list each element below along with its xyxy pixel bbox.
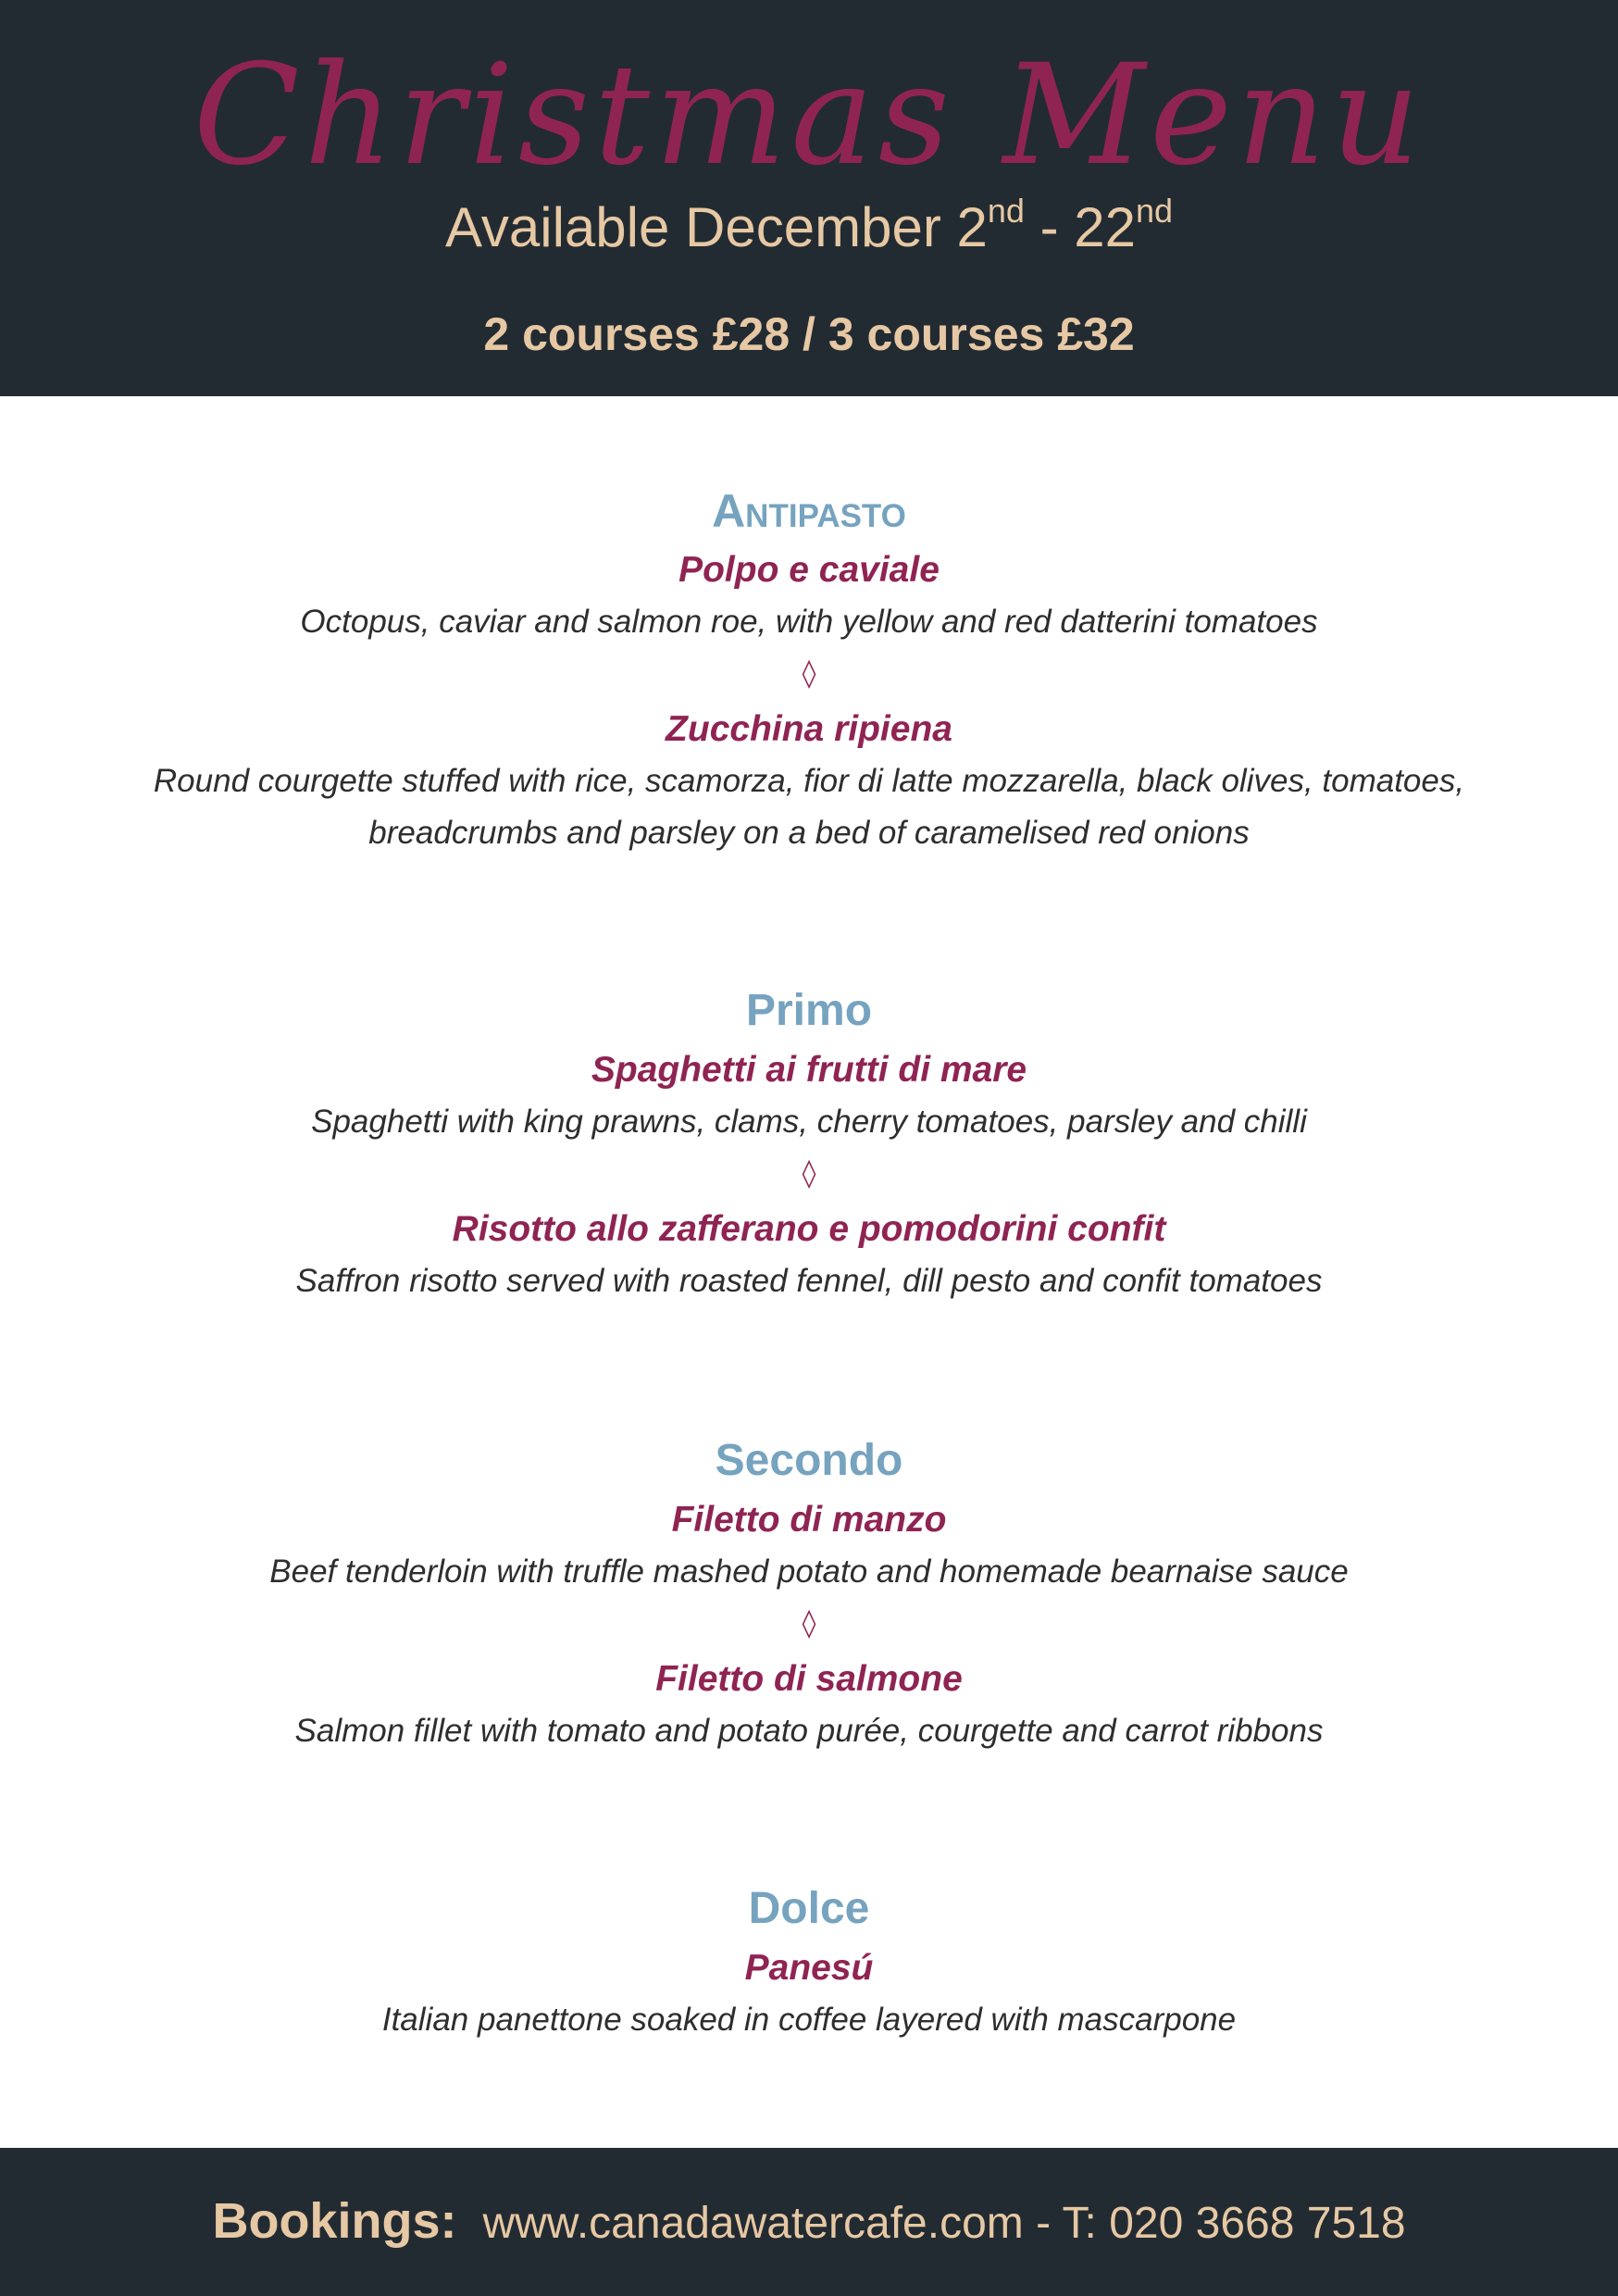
section-antipasto: [0, 481, 1618, 859]
dish-name: Panesú: [744, 1948, 874, 1988]
diamond-separator: ◊: [802, 1157, 816, 1190]
booking-contact[interactable]: www.canadawatercafe.com - T: 020 3668 7518: [482, 2199, 1406, 2248]
availability-sup-end: nd: [1135, 192, 1174, 230]
dish-description: Beef tenderloin with truffle mashed potato and homemade bearnaise sauce: [269, 1554, 1349, 1590]
dish-name: Risotto allo zafferano e pomodorini confit: [452, 1209, 1166, 1249]
bookings-label: Bookings:: [212, 2193, 457, 2249]
diamond-separator: ◊: [802, 1607, 816, 1640]
section-heading: Secondo: [715, 1436, 903, 1485]
availability-text: Available December 2: [444, 196, 988, 258]
availability-sup-start: nd: [987, 192, 1025, 230]
section-heading: Primo: [745, 986, 873, 1035]
availability-dates: [0, 191, 1618, 265]
dish-description: Saffron risotto served with roasted fennel, dill pesto and confit tomatoes: [295, 1263, 1323, 1299]
dish-name: Spaghetti ai frutti di mare: [591, 1050, 1027, 1090]
dish-description: Salmon fillet with tomato and potato purée, courgette and carrot ribbons: [294, 1713, 1324, 1749]
menu-content: [0, 396, 1618, 2148]
section-primo: [0, 981, 1618, 1307]
dish-name: Polpo e caviale: [678, 550, 940, 590]
dish-description: Octopus, caviar and salmon roe, with yellow and red datterini tomatoes: [300, 604, 1318, 640]
header-band: [0, 0, 1618, 396]
section-heading: Antipasto: [712, 485, 906, 537]
availability-dash: - 22: [1024, 196, 1136, 258]
dish-description: Spaghetti with king prawns, clams, cherry tomatoes, parsley and chilli: [311, 1104, 1307, 1140]
dish-name: Filetto di salmone: [655, 1659, 963, 1699]
booking-info: [0, 2189, 1618, 2256]
footer-band: [0, 2148, 1618, 2296]
dish-description: breadcrumbs and parsley on a bed of caramelised red onions: [368, 815, 1250, 851]
section-dolce: [0, 1879, 1618, 2046]
dish-name: Filetto di manzo: [671, 1500, 947, 1540]
dish-name: Zucchina ripiena: [666, 709, 952, 749]
diamond-separator: ◊: [802, 657, 816, 690]
menu-title: Christmas Menu: [193, 35, 1425, 196]
dish-description: Round courgette stuffed with rice, scamorza, fior di latte mozzarella, black olives, tomatoes,: [153, 763, 1465, 799]
dish-description: Italian panettone soaked in coffee layered with mascarpone: [381, 2002, 1237, 2038]
section-heading: Dolce: [748, 1884, 870, 1933]
pricing-line: 2 courses £28 / 3 courses £32: [483, 308, 1135, 360]
section-secondo: [0, 1431, 1618, 1757]
